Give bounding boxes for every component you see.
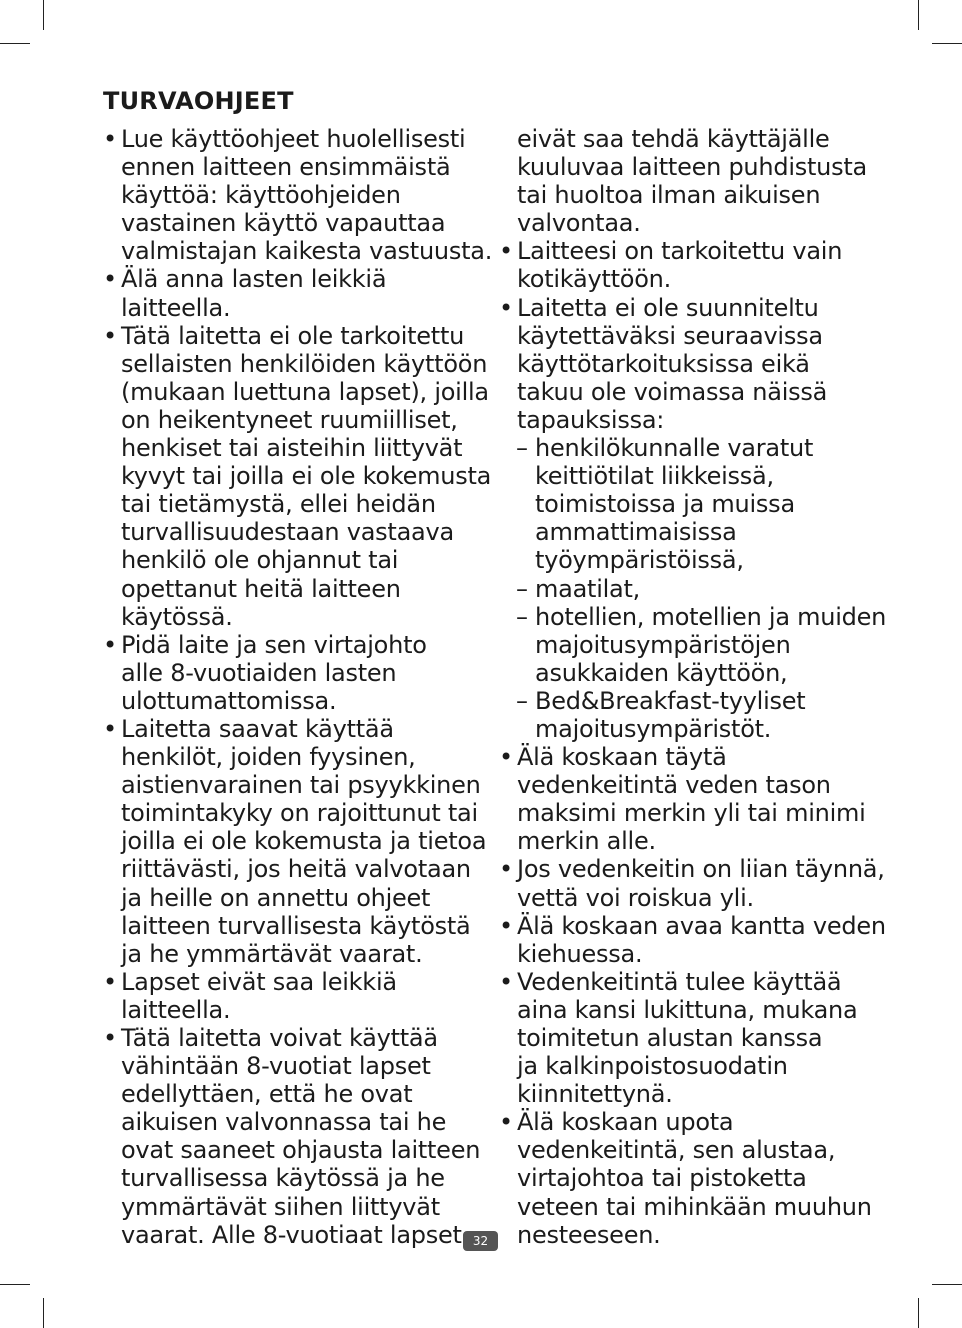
list-item (499, 968, 899, 1108)
list-item (103, 968, 493, 1024)
list-item (499, 237, 899, 293)
text-line: edellyttäen, että he ovat (121, 1080, 413, 1109)
text-line: kiehuessa. (517, 939, 643, 968)
text-line: aikuisen valvonnassa tai he (121, 1108, 447, 1137)
text-line: vedenkeitintä veden tason (517, 771, 831, 800)
list-item (103, 631, 493, 715)
text-line: keittiötilat liikkeissä, (535, 462, 774, 491)
text-line: käyttöä: käyttöohjeiden (121, 181, 401, 210)
text-line: • Älä koskaan upota (517, 1108, 734, 1137)
text-line: veteen tai mihinkään muuhun (517, 1192, 872, 1221)
safety-instructions-list-right (499, 125, 899, 1249)
text-line: • Laitetta ei ole suunniteltu (517, 293, 819, 322)
text-line: • Vedenkeitintä tulee käyttää (517, 967, 842, 996)
sub-list-item (499, 603, 899, 687)
text-line: ymmärtävät siihen liittyvät (121, 1192, 440, 1221)
text-line: • Laitteesi on tarkoitettu vain (517, 237, 843, 266)
text-line: vaarat. Alle 8-vuotiaat lapset (121, 1220, 462, 1249)
list-item (103, 322, 493, 631)
text-line: riittävästi, jos heitä valvotaan (121, 855, 471, 884)
text-line: • Lapset eivät saa leikkiä (121, 967, 397, 996)
text-line: • Tätä laitetta ei ole tarkoitettu (121, 321, 465, 350)
crop-mark (0, 1284, 30, 1285)
text-line: ovat saaneet ohjausta laitteen (121, 1136, 481, 1165)
text-line: opettanut heitä laitteen (121, 574, 401, 603)
text-line: laitteella. (121, 995, 231, 1024)
text-line: majoitusympäristöjen (535, 630, 791, 659)
text-line: valvontaa. (517, 209, 641, 238)
left-column (103, 125, 493, 1249)
text-line: alle 8-vuotiaiden lasten (121, 658, 397, 687)
text-line: kotikäyttöön. (517, 265, 671, 294)
text-line: ulottumattomissa. (121, 686, 337, 715)
text-line: virtajohtoa tai pistoketta (517, 1164, 807, 1193)
text-line: • Älä koskaan täytä (517, 743, 727, 772)
text-line: tai huoltoa ilman aikuisen (517, 181, 821, 210)
crop-mark (43, 0, 44, 30)
text-line: • Jos vedenkeitin on liian täynnä, (517, 855, 885, 884)
text-line: vähintään 8-vuotiat lapset (121, 1052, 431, 1081)
text-line: henkilöt, joiden fyysinen, (121, 743, 416, 772)
crop-mark (0, 43, 30, 44)
crop-mark (932, 1284, 962, 1285)
list-item-continuation (499, 125, 899, 237)
text-line: kiinnitettynä. (517, 1080, 673, 1109)
list-item (499, 294, 899, 434)
list-item (103, 715, 493, 968)
text-line: toimistoissa ja muissa (535, 490, 795, 519)
text-line: joilla ei ole kokemusta ja tietoa (121, 827, 487, 856)
crop-mark (918, 0, 919, 30)
text-line: käytettäväksi seuraavissa (517, 321, 823, 350)
text-line: ja he ymmärtävät vaarat. (121, 939, 423, 968)
text-line: turvallisessa käytössä ja he (121, 1164, 445, 1193)
text-line: ja heille on annettu ohjeet (121, 883, 431, 912)
sub-list-item (499, 575, 899, 603)
sub-list-item (499, 434, 899, 574)
text-line: tai tietämystä, ellei heidän (121, 490, 436, 519)
text-line: majoitusympäristöt. (535, 714, 772, 743)
text-line: – henkilökunnalle varatut (535, 434, 814, 463)
right-column (499, 125, 899, 1249)
text-line: on heikentyneet ruumiilliset, (121, 405, 458, 434)
section-heading: TURVAOHJEET (103, 87, 294, 115)
text-line: kuuluvaa laitteen puhdistusta (517, 153, 867, 182)
text-line: asukkaiden käyttöön, (535, 658, 788, 687)
list-item (499, 743, 899, 855)
text-line: ammattimaisissa (535, 518, 737, 547)
text-line: laitteen turvallisesta käytöstä (121, 911, 471, 940)
text-line: käyttötarkoituksissa eikä (517, 349, 810, 378)
list-item (103, 1024, 493, 1249)
page-number-badge: 32 (463, 1231, 498, 1251)
text-line: • Tätä laitetta voivat käyttää (121, 1024, 438, 1052)
sub-list-item (499, 687, 899, 743)
text-line: tapauksissa: (517, 405, 665, 434)
list-item (103, 265, 493, 321)
text-line: aina kansi lukittuna, mukana (517, 995, 858, 1024)
text-line: • Pidä laite ja sen virtajohto (121, 630, 427, 659)
text-line: vettä voi roiskua yli. (517, 883, 754, 912)
text-line: merkin alle. (517, 827, 656, 856)
text-line: valmistajan kaikesta vastuusta. (121, 237, 493, 266)
text-line: henkiset tai aisteihin liittyvät (121, 434, 463, 463)
crop-mark (43, 1298, 44, 1328)
text-line: sellaisten henkilöiden käyttöön (121, 349, 488, 378)
text-line: maksimi merkin yli tai minimi (517, 799, 866, 828)
text-line: • Laitetta saavat käyttää (121, 714, 394, 743)
crop-mark (918, 1298, 919, 1328)
text-line: aistienvarainen tai psyykkinen (121, 771, 481, 800)
text-line: • Älä koskaan avaa kantta veden (517, 911, 886, 940)
text-line: – Bed&Breakfast-tyyliset (535, 686, 806, 715)
text-line: työympäristöissä, (535, 546, 744, 575)
list-item (499, 1108, 899, 1248)
text-line: eivät saa tehdä käyttäjälle (517, 125, 830, 153)
text-line: vastainen käyttö vapauttaa (121, 209, 446, 238)
text-line: – hotellien, motellien ja muiden (535, 602, 887, 631)
list-item (103, 125, 493, 265)
text-line: kyvyt tai joilla ei ole kokemusta (121, 462, 492, 491)
crop-mark (932, 43, 962, 44)
text-line: käytössä. (121, 602, 233, 631)
text-line: • Lue käyttöohjeet huolellisesti (121, 125, 466, 153)
text-line: toimitetun alustan kanssa (517, 1024, 823, 1052)
list-item (499, 855, 899, 911)
text-line: • Älä anna lasten leikkiä (121, 265, 387, 294)
text-line: vedenkeitintä, sen alustaa, (517, 1136, 836, 1165)
text-line: takuu ole voimassa näissä (517, 377, 828, 406)
list-item (499, 912, 899, 968)
text-line: ennen laitteen ensimmäistä (121, 153, 451, 182)
text-line: nesteeseen. (517, 1220, 661, 1249)
text-line: henkilö ole ohjannut tai (121, 546, 399, 575)
text-line: (mukaan luettuna lapset), joilla (121, 377, 489, 406)
text-line: ja kalkinpoistosuodatin (517, 1052, 788, 1081)
safety-instructions-list-left (103, 125, 493, 1249)
text-line: – maatilat, (535, 574, 641, 603)
text-line: toimintakyky on rajoittunut tai (121, 799, 478, 828)
text-line: turvallisuudestaan vastaava (121, 518, 454, 547)
text-line: laitteella. (121, 293, 231, 322)
